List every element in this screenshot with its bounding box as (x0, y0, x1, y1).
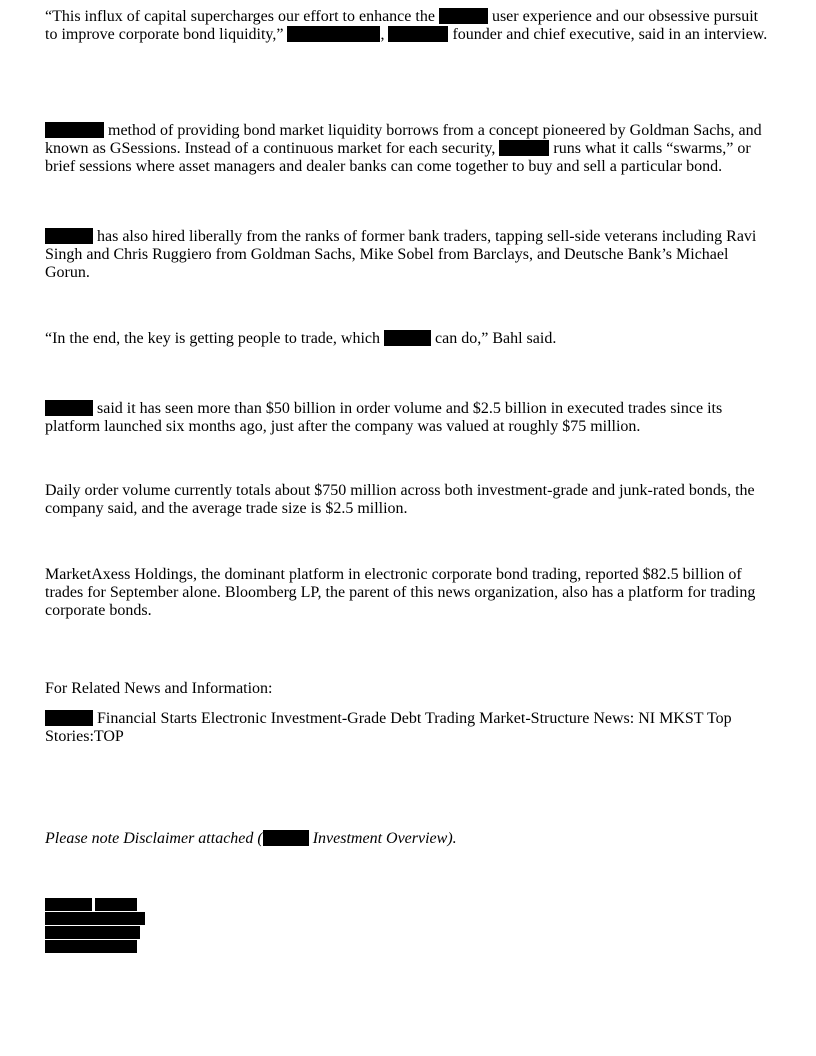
text: Singh and Chris Ruggiero from Goldman Sachs, Mike Sobel from Barclays, and Deutsche Bank’s Michael (45, 246, 729, 263)
text: can do,” Bahl said. (431, 330, 557, 347)
text: brief sessions where asset managers and dealer banks can come together to buy and sell a particular bond. (45, 158, 723, 175)
paragraph-volume (45, 400, 785, 436)
redaction (45, 228, 93, 244)
redaction (263, 830, 309, 846)
paragraph-hires (45, 228, 785, 282)
text: MarketAxess Holdings, the dominant platform in electronic corporate bond trading, reported $82.5 billion of (45, 566, 742, 583)
text: trades for September alone. Bloomberg LP, the parent of this news organization, also has a platform for trading (45, 584, 756, 601)
redaction (45, 898, 92, 911)
text: Investment Overview). (308, 830, 457, 847)
paragraph-quote (45, 8, 785, 44)
redaction (45, 122, 104, 138)
text: Please note Disclaimer attached ( (45, 830, 263, 847)
paragraph-bahl (45, 330, 785, 348)
text: , (380, 26, 389, 43)
text: founder and chief executive, said in an interview. (448, 26, 768, 43)
redaction (45, 710, 93, 726)
redaction (499, 140, 549, 156)
redaction (388, 26, 448, 42)
text: Stories:TOP (45, 728, 124, 745)
related-heading: For Related News and Information: (45, 680, 273, 697)
text: has also hired liberally from the ranks of former bank traders, tapping sell-side veterans including Ravi (93, 228, 757, 245)
text: known as GSessions. Instead of a continuous market for each security, (45, 140, 500, 157)
redaction (384, 330, 431, 346)
redaction (45, 940, 137, 953)
redaction (45, 926, 140, 939)
text: to improve corporate bond liquidity,” (45, 26, 288, 43)
paragraph-marketaxess (45, 566, 785, 620)
paragraph-method (45, 122, 785, 176)
paragraph-daily (45, 482, 785, 518)
redaction (95, 898, 137, 911)
text: “This influx of capital supercharges our effort to enhance the (45, 8, 439, 25)
redaction (45, 400, 93, 416)
redaction (45, 912, 145, 925)
redaction (439, 8, 488, 24)
text: runs what it calls “swarms,” or (549, 140, 751, 157)
text: corporate bonds. (45, 602, 152, 619)
text: method of providing bond market liquidity borrows from a concept pioneered by Goldman Sachs, and (104, 122, 762, 139)
text: Gorun. (45, 264, 90, 281)
text: “In the end, the key is getting people to trade, which (45, 330, 385, 347)
disclaimer-note (45, 830, 785, 848)
redaction (287, 26, 380, 42)
text: said it has seen more than $50 billion in order volume and $2.5 billion in executed trades since its (93, 400, 723, 417)
related-link[interactable] (45, 710, 785, 746)
text: platform launched six months ago, just after the company was valued at roughly $75 million. (45, 418, 641, 435)
text: company said, and the average trade size is $2.5 million. (45, 500, 408, 517)
text: Financial Starts Electronic Investment-Grade Debt Trading Market-Structure News: NI MKST Top (93, 710, 732, 727)
text: Daily order volume currently totals about $750 million across both investment-grade and junk-rated bonds, the (45, 482, 755, 499)
text: user experience and our obsessive pursuit (487, 8, 759, 25)
